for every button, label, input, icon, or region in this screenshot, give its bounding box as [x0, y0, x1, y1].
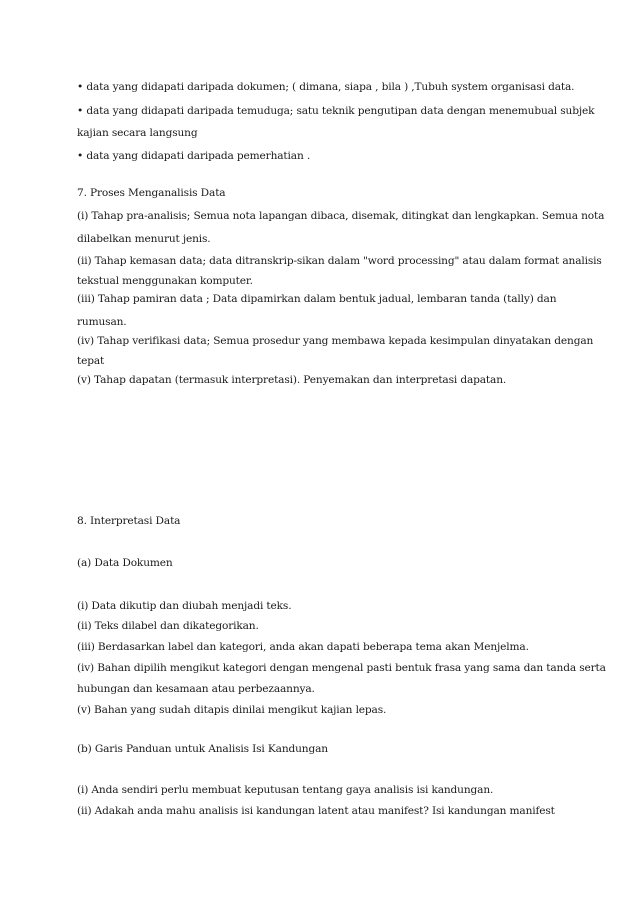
panduan-step-i: (i) Anda sendiri perlu membuat keputusan tentang gaya analisis isi kandungan. — [77, 784, 494, 796]
analysis-step-i: (i) Tahap pra-analisis; Semua nota lapangan dibaca, disemak, ditingkat dan lengkapkan. Semua nota — [77, 210, 605, 222]
bullet-temuduga: • data yang didapati daripada temuduga; satu teknik pengutipan data dengan menemubual subjek — [77, 105, 595, 117]
analysis-step-iii-cont: rumusan. — [77, 316, 127, 328]
analysis-step-ii-cont: tekstual menggunakan komputer. — [77, 275, 253, 287]
dokumen-step-v: (v) Bahan yang sudah ditapis dinilai mengikut kajian lepas. — [77, 704, 387, 716]
dokumen-step-iv: (iv) Bahan dipilih mengikut kategori dengan mengenal pasti bentuk frasa yang sama dan tanda serta — [77, 662, 606, 674]
analysis-step-v: (v) Tahap dapatan (termasuk interpretasi). Penyemakan dan interpretasi dapatan. — [77, 374, 507, 386]
bullet-temuduga-cont: kajian secara langsung — [77, 127, 198, 139]
dokumen-step-iv-cont: hubungan dan kesamaan atau perbezaannya. — [77, 683, 315, 695]
analysis-step-ii: (ii) Tahap kemasan data; data ditranskrip-sikan dalam "word processing" atau dalam format analisis — [77, 255, 602, 267]
dokumen-step-ii: (ii) Teks dilabel dan dikategorikan. — [77, 620, 259, 632]
section-7-heading: 7. Proses Menganalisis Data — [77, 187, 226, 199]
panduan-step-ii: (ii) Adakah anda mahu analisis isi kandungan latent atau manifest? Isi kandungan manifest — [77, 805, 555, 817]
analysis-step-iv: (iv) Tahap verifikasi data; Semua prosedur yang membawa kepada kesimpulan dinyatakan dengan — [77, 335, 594, 347]
subsection-b-heading: (b) Garis Panduan untuk Analisis Isi Kandungan — [77, 743, 328, 755]
bullet-dokumen: • data yang didapati daripada dokumen; ( dimana, siapa , bila ) ,Tubuh system organisasi data. — [77, 81, 575, 93]
analysis-step-iv-cont: tepat — [77, 355, 105, 367]
bullet-pemerhatian: • data yang didapati daripada pemerhatian . — [77, 150, 311, 162]
dokumen-step-iii: (iii) Berdasarkan label dan kategori, anda akan dapati beberapa tema akan Menjelma. — [77, 641, 529, 653]
analysis-step-iii: (iii) Tahap pamiran data ; Data dipamirkan dalam bentuk jadual, lembaran tanda (tally) dan — [77, 293, 557, 305]
subsection-a-heading: (a) Data Dokumen — [77, 557, 173, 569]
dokumen-step-i: (i) Data dikutip dan diubah menjadi teks. — [77, 600, 292, 612]
section-8-heading: 8. Interpretasi Data — [77, 515, 181, 527]
analysis-step-i-cont: dilabelkan menurut jenis. — [77, 233, 211, 245]
